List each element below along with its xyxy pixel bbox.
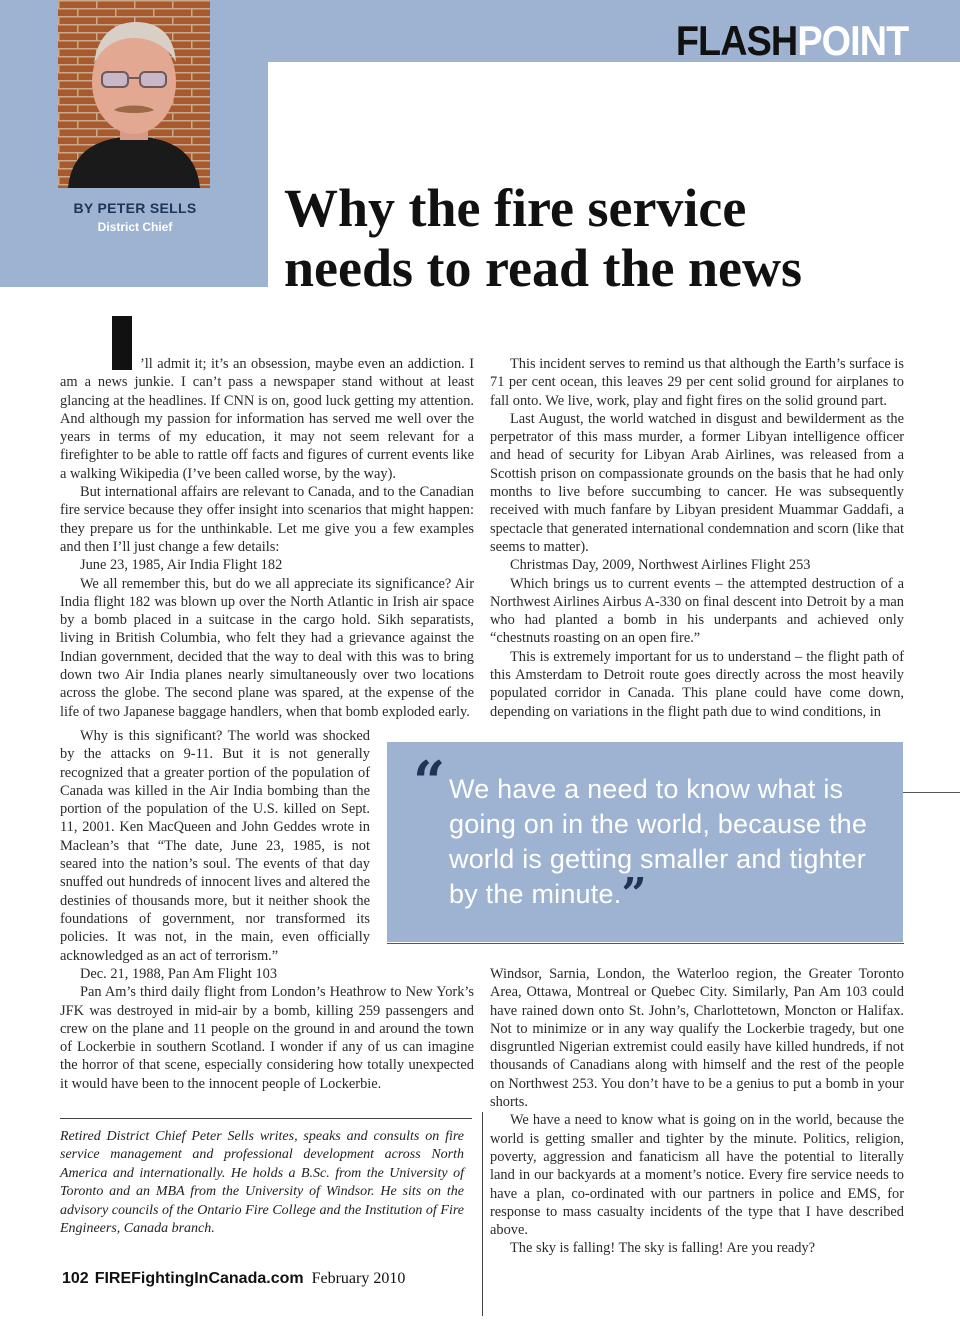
divider (903, 792, 960, 793)
page-footer (62, 1270, 405, 1288)
pull-quote-body: We have a need to know what is going on in the world, because the world is getting smaller and tighter by the minute. (449, 774, 868, 909)
divider (60, 1118, 472, 1119)
open-quote-mark: “ (413, 749, 446, 815)
author-photo (58, 0, 210, 188)
divider (387, 943, 904, 944)
column-divider (482, 1112, 483, 1316)
paragraph: Why is this significant? The world was shocked by the attacks on 9-11. But it is not generally recognized that a greater portion of the population of Canada was killed in the Air India bombing than the portion of the population of the U.S. killed on Sept. 11, 2001. Ken MacQueen and John Geddes wrote in Maclean’s that “The date, June 23, 1985, is not seared into the nation’s soul. The events of that day snuffed out hundreds of innocent lives and altered the destinies of thousands more, but it neither shook the foundations of government, nor transformed its policies. It was not, in the main, even officially acknowledged as an act of terrorism.” (60, 728, 370, 964)
article-left-lower (60, 965, 474, 1093)
paragraph: This incident serves to remind us that although the Earth’s surface is 71 per cent ocean, this leaves 29 per cent solid ground for airplanes to fall onto. We live, work, play and fight fires on the solid ground part. (490, 356, 904, 409)
page-number: 102 (62, 1270, 89, 1287)
article-left-narrow (60, 727, 370, 965)
pull-quote-text (449, 772, 889, 920)
paragraph: This is extremely important for us to understand – the flight path of this Amsterdam to Detroit route goes directly across the most heavily populated corridor in Canada. This plane could have come down, depending on variations in the flight path due to wind conditions, in (490, 648, 904, 720)
paragraph: But international affairs are relevant to Canada, and to the Canadian fire service because they offer insight into scenarios that might happen: they prepare us for the unthinkable. Let me give you a few examples and then I’ll just change a few details: (60, 484, 474, 555)
pull-quote (387, 742, 903, 942)
paragraph: We have a need to know what is going on in the world, because the world is getting smaller and tighter by the minute. Politics, religion, poverty, aggression and fanaticism all have the potential to literally land in our backyards at a moment’s notice. Every fire service needs to have a plan, co-ordinated with our partners in police and EMS, for response to mass casualty incidents of the type that I have described above. (490, 1112, 904, 1239)
article-right-lower (490, 965, 904, 1258)
author-name: BY PETER SELLS (73, 200, 197, 216)
section-label (675, 18, 908, 64)
paragraph: Last August, the world watched in disgust and bewilderment as the perpetrator of this mass murder, a former Libyan intelligence officer and head of security for Libyan Arab Airlines, was released from a Scottish prison on compassionate grounds on the basis that he had only months to live before succumbing to cancer. He was subsequently received with much fanfare by Libyan president Muammar Gaddafi, a spectacle that generated international condemnation and scorn (like that seems to matter). (490, 410, 904, 555)
author-byline (50, 200, 220, 234)
section-label-point: POINT (796, 17, 908, 64)
paragraph: Pan Am’s third daily flight from London’s Heathrow to New York’s JFK was destroyed in mid-air by a bomb, killing 259 passengers and crew on the plane and 11 people on the ground in and around the town of Lockerbie in southern Scotland. I wonder if any of us can imagine the horror of that scene, especially considering how totally unexpected it would have been to the innocent people of Lockerbie. (60, 984, 474, 1092)
headline-line-2: needs to read the news (284, 238, 802, 298)
issue-date: February 2010 (311, 1270, 406, 1287)
paragraph: We all remember this, but do we all appreciate its significance? Air India flight 182 was blown up over the North Atlantic in Irish air space by a bomb placed in a suitcase in the cargo hold. Sikh separatists, living in British Columbia, who felt they had a grievance against the Indian government, decided that the way to deal with this was to bring down two Air India planes nearly simultaneously over two locations across the globe. The second plane was spared, at the expense of the life of two Japanese baggage handlers, when that bomb exploded early. (60, 575, 474, 720)
subhead: June 23, 1985, Air India Flight 182 (80, 557, 283, 574)
author-bio: Retired District Chief Peter Sells writes, speaks and consults on fire service management and professional development across North America and internationally. He holds a B.Sc. from the University of Toronto and an MBA from the University of Windsor. He sits on the advisory councils of the Ontario Fire College and the Institution of Fire Engineers, Canada branch. (60, 1129, 464, 1237)
article-left-column (60, 355, 474, 721)
subhead: Dec. 21, 1988, Pan Am Flight 103 (80, 966, 278, 982)
site-name: FIREFightingInCanada.com (94, 1270, 304, 1287)
page-title (284, 178, 924, 298)
close-quote-mark: ” (621, 869, 647, 920)
paragraph: Windsor, Sarnia, London, the Waterloo region, the Greater Toronto Area, Ottawa, Montreal or Quebec City. Similarly, Pan Am 103 could have rained down onto St. John’s, Charlottetown, Moncton or Halifax. Not to minimize or in any way qualify the Lockerbie tragedy, but one disgruntled Nigerian extremist could easily have killed hundreds, if not thousands of Canadians along with himself and the rest of the people on Northwest 253. You don’t have to be a genius to put a bomb in your shorts. (490, 966, 904, 1111)
paragraph: The sky is falling! The sky is falling! Are you ready? (510, 1240, 816, 1257)
paragraph: ’ll admit it; it’s an obsession, maybe even an addiction. I am a news junkie. I can’t pass a newspaper stand without at least glancing at the headlines. If CNN is on, good luck getting my attention. And although my passion for information has served me well over the years in terms of my education, it may not seem relevant for a firefighter to be able to rattle off facts and figures of current events like a walking Wikipedia (I’ve been called worse, by the way). (60, 356, 474, 482)
author-title: District Chief (97, 220, 173, 234)
article-right-column (490, 355, 904, 721)
paragraph: Which brings us to current events – the attempted destruction of a Northwest Airlines Airbus A-330 on final descent into Detroit by a man who had planted a bomb in his underpants and achieved only “chestnuts roasting on an open fire.” (490, 575, 904, 647)
section-label-flash: FLASH (675, 17, 797, 64)
subhead: Christmas Day, 2009, Northwest Airlines Flight 253 (510, 557, 811, 574)
headline-line-1: Why the fire service (284, 178, 747, 238)
